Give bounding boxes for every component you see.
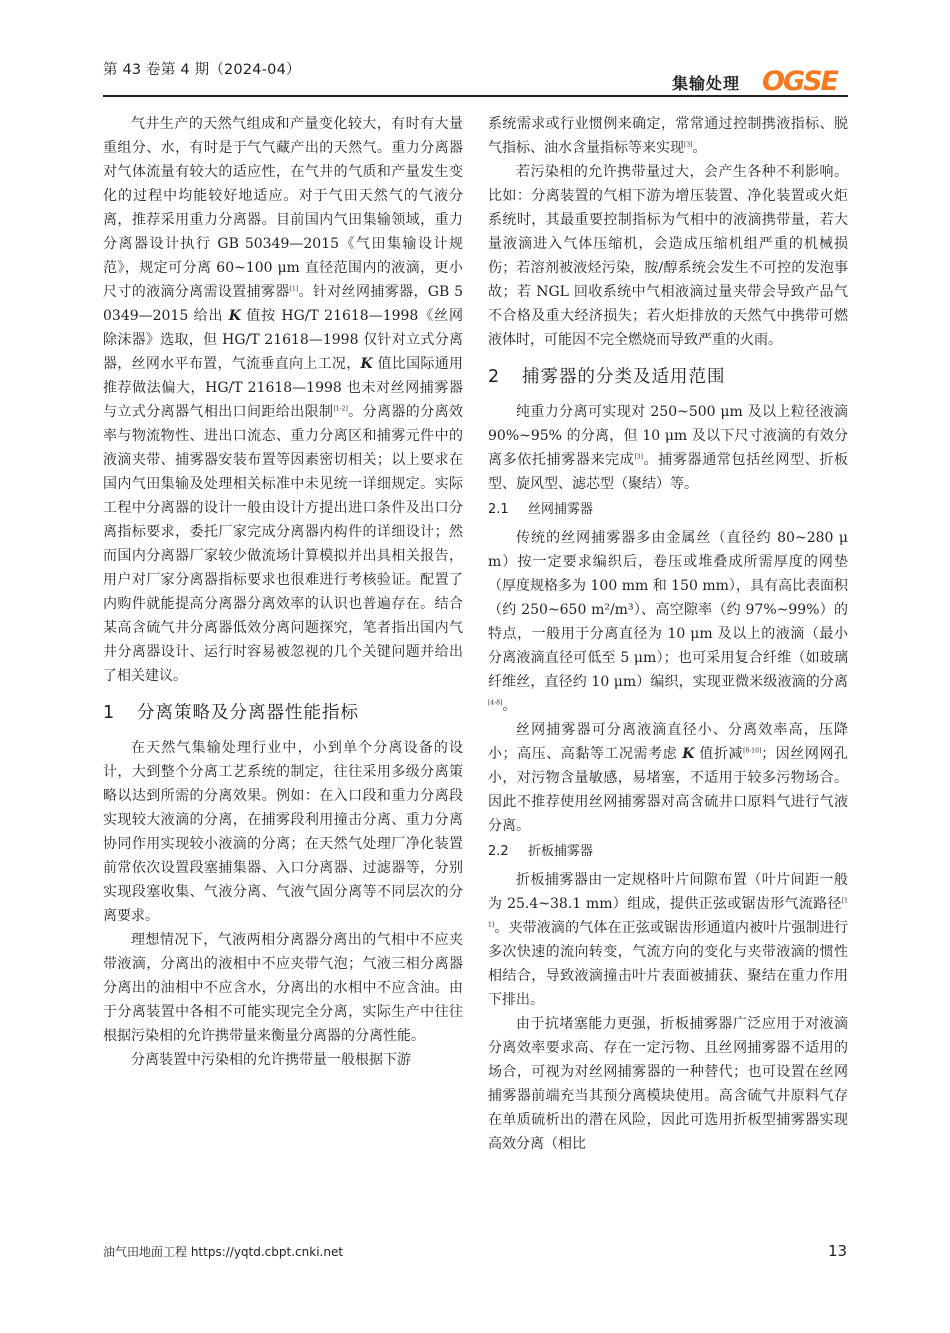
- page-number: 13: [828, 1242, 848, 1260]
- citation: [8-10]: [743, 747, 762, 755]
- svg-text:OGSE: OGSE: [762, 67, 838, 95]
- ogse-logo-icon: [761, 67, 849, 95]
- citation: [3]: [684, 141, 693, 149]
- section-2-heading: 2 捕雾器的分类及适用范围: [488, 367, 726, 387]
- section-1-paragraph: 分离装置中污染相的允许携带量一般根据下游: [131, 1052, 411, 1068]
- subsection-2-1-paragraph: 传统的丝网捕雾器多由金属丝（直径约 80~280 μm）按一定要求编织后，卷压或堆叠成所需厚度的网垫（厚度规格多为 100 mm 和 150 mm），具有高比表面积（约 250~650 m²/m³）、高空隙率（约 97%~99%）的特点，一般用于分离直径为 10 μm 及以上的液滴（最小分离液滴直径可低至 5 μm）；也可采用复合纤维（如玻璃纤维丝，直径约 10 μm）编织，实现亚微米级液滴的分离[4-8]。: [488, 530, 848, 714]
- journal-header: [672, 67, 848, 97]
- right-column: [488, 112, 848, 1156]
- header-divider: [103, 95, 848, 97]
- body-paragraph: 若污染相的允许携带量过大，会产生各种不利影响。比如：分离装置的气相下游为增压装置、净化装置或火炬系统时，其最重要控制指标为气相中的液滴携带量，若大量液滴进入气体压缩机，会造成压缩机组严重的机械损伤；若溶剂被液烃污染，胺/醇系统会发生不可控的发泡事故；若 NGL 回收系统中气相液滴过量夹带会导致产品气不合格及重大经济损失；若火炬排放的天然气中携带可燃液体时，可能因不完全燃烧而导致严重的火雨。: [488, 164, 848, 348]
- section-2-intro: 纯重力分离可实现对 250~500 μm 及以上粒径液滴 90%~95% 的分离，但 10 μm 及以下尺寸液滴的有效分离多依托捕雾器来完成[3]。捕雾器通常包括丝网型、折板型、旋风型、滤芯型（聚结）等。: [488, 404, 849, 492]
- subsection-2-1-paragraph: 丝网捕雾器可分离液滴直径小、分离效率高，压降小；高压、高黏等工况需考虑 K 值折减[8-10]；因丝网网孔小，对污物含量敏感，易堵塞，不适用于较多污物场合。因此不推荐使用丝网捕雾器对高含硫井口原料气进行气液分离。: [488, 722, 849, 834]
- citation: [1]: [289, 285, 299, 293]
- left-column: [103, 112, 463, 1072]
- subsection-2-2-paragraph: 折板捕雾器由一定规格叶片间隙布置（叶片间距一般为 25.4~38.1 mm）组成，提供正弦或锯齿形气流路径[11]。夹带液滴的气体在正弦或锯齿形通道内被叶片强制进行多次快速的流向转变，气流方向的变化与夹带液滴的惯性相结合，导致液滴撞击叶片表面被捕获、聚结在重力作用下排出。: [488, 872, 848, 1008]
- subsection-2-2-heading: 2.2 折板捕雾器: [488, 844, 594, 859]
- citation: [11]: [488, 897, 848, 929]
- section-1-paragraph: 在天然气集输处理行业中，小到单个分离设备的设计，大到整个分离工艺系统的制定，往往采用多级分离策略以达到所需的分离效果。例如：在入口段和重力分离段实现较大液滴的分离，在捕雾段利用撞击分离、重力分离协同作用实现较小液滴的分离；在天然气处理厂净化装置前常依次设置段塞捕集器、入口分离器、过滤器等，分别实现段塞收集、气液分离、气液气固分离等不同层次的分离要求。: [103, 740, 463, 924]
- footer-journal-url: 油气田地面工程 https://yqtd.cbpt.cnki.net: [103, 1245, 344, 1259]
- subsection-2-2-paragraph: 由于抗堵塞能力更强，折板捕雾器广泛应用于对液滴分离效率要求高、存在一定污物、且丝网捕雾器不适用的场合，可视为对丝网捕雾器的一种替代；也可设置在丝网捕雾器前端充当其预分离模块使用。高含硫气井原料气存在单质硫析出的潜在风险，因此可选用折板型捕雾器实现高效分离（相比: [488, 1016, 848, 1152]
- section-1-heading: 1 分离策略及分离器性能指标: [103, 703, 359, 723]
- subsection-2-1-heading: 2.1 丝网捕雾器: [488, 502, 594, 517]
- citation: [4-8]: [488, 699, 503, 707]
- citation: [1-2]: [333, 405, 348, 413]
- continued-paragraph: 系统需求或行业惯例来确定，常常通过控制携液指标、脱气指标、油水含量指标等来实现[3]。: [488, 116, 848, 156]
- section-1-paragraph: 理想情况下，气液两相分离器分离出的气相中不应夹带液滴，分离出的液相中不应夹带气泡；气液三相分离器分离出的油相中不应含水，分离出的水相中不应含油。由于分离装置中各相不可能实现完全分离，实际生产中往往根据污染相的允许携带量来衡量分离器的分离性能。: [103, 932, 463, 1044]
- intro-paragraph: 气井生产的天然气组成和产量变化较大，有时有大量重组分、水，有时是于气气藏产出的天然气。重力分离器对气体流量有较大的适应性，在气井的气质和产量发生变化的过程中均能较好地适应。对于气田天然气的气液分离，推荐采用重力分离器。目前国内气田集输领域，重力分离器设计执行 GB 50349—2015《气田集输设计规范》，规定可分离 60~100 μm 直径范围内的液滴，更小尺寸的液滴分离需设置捕雾器[1]。针对丝网捕雾器，GB 50349—2015 给出 K 值按 HG/T 21618—1998《丝网除沫器》选取，但 HG/T 21618—1998 仅针对立式分离器，丝网水平布置，气流垂直向上工况，K 值比国际通用推荐做法偏大，HG/T 21618—1998 也未对丝网捕雾器与立式分离器气相出口间距给出限制[1-2]。分离器的分离效率与物流物性、进出口流态、重力分离区和捕雾元件中的液滴夹带、捕雾器安装布置等因素密切相关；以上要求在国内气田集输及处理相关标准中未见统一详细规定。实际工程中分离器的设计一般由设计方提出进口条件及出口分离指标要求，委托厂家完成分离器内构件的详细设计；然而国内分离器厂家较少做流场计算模拟并出具相关报告，用户对厂家分离器指标要求也很难进行考核验证。配置了内购件就能提高分离器分离效率的认识也普遍存在。结合某高含硫气井分离器低效分离问题探究，笔者指出国内气井分离器设计、运行时容易被忽视的几个关键问题并给出了相关建议。: [103, 116, 463, 684]
- journal-section-title: 集输处理: [672, 74, 741, 93]
- issue-info: 第 43 卷第 4 期（2024-04）: [103, 62, 301, 78]
- citation: [3]: [634, 453, 643, 461]
